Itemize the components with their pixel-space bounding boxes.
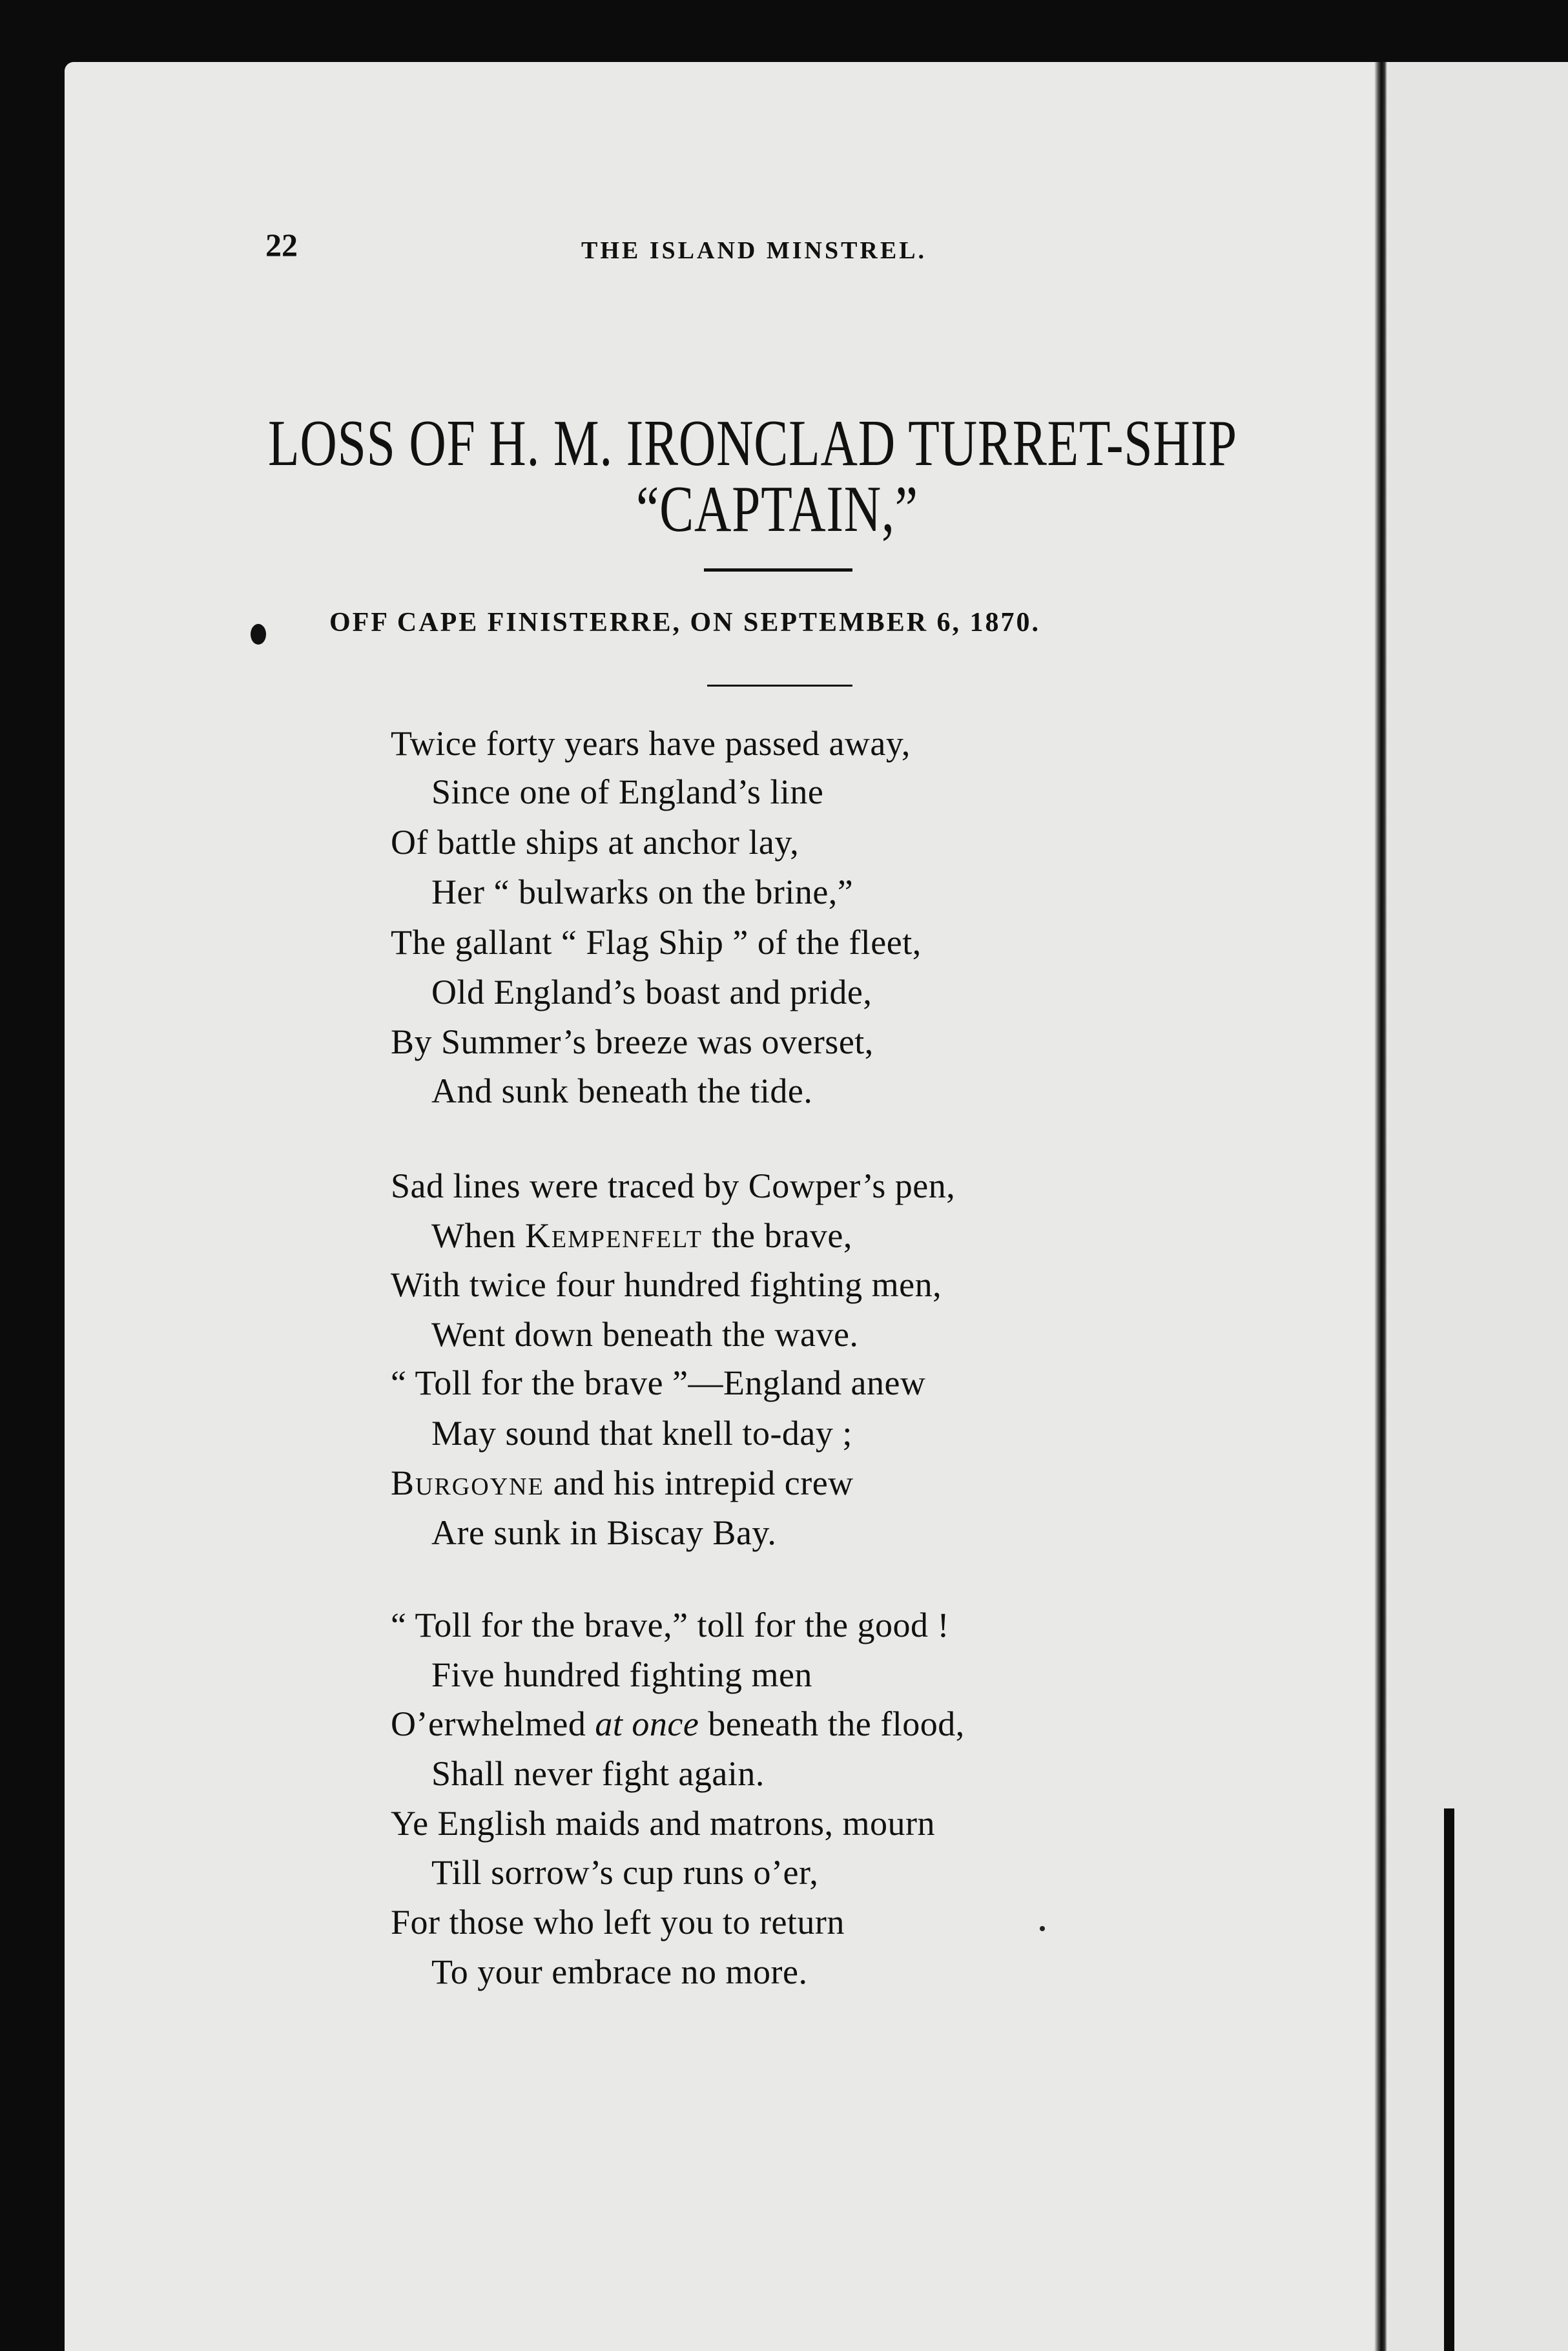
scan-border-right xyxy=(1444,1808,1454,2351)
stanza-2-line-4: Went down beneath the wave. xyxy=(431,1315,859,1354)
ink-blot xyxy=(251,624,266,645)
ink-speck xyxy=(1040,1926,1045,1931)
stanza-3-line-2: Five hundred fighting men xyxy=(431,1655,812,1694)
stanza-2-line-6: May sound that knell to-day ; xyxy=(431,1414,852,1453)
line-remainder: beneath the flood, xyxy=(708,1704,965,1743)
stanza-1-line-4: Her “ bulwarks on the brine,” xyxy=(431,873,854,911)
stanza-1-line-5: The gallant “ Flag Ship ” of the fleet, xyxy=(391,923,922,962)
poem-title-line-2: “CAPTAIN,” xyxy=(636,473,918,546)
running-head: THE ISLAND MINSTREL. xyxy=(581,237,927,264)
stanza-2-line-5: “ Toll for the brave ”—England anew xyxy=(391,1363,926,1402)
stanza-2-line-7 xyxy=(391,1463,854,1503)
line-remainder: and his intrepid crew xyxy=(553,1464,854,1502)
stanza-3-line-3 xyxy=(391,1704,965,1744)
word-when: When xyxy=(431,1216,516,1255)
line-remainder: the brave, xyxy=(712,1216,852,1255)
stanza-1-line-1: Twice forty years have passed away, xyxy=(391,724,911,763)
book-gutter xyxy=(1374,62,1387,2351)
facing-page-edge xyxy=(1388,62,1568,2351)
stanza-1-line-7: By Summer’s breeze was overset, xyxy=(391,1022,874,1061)
stanza-2-line-1: Sad lines were traced by Cowper’s pen, xyxy=(391,1166,956,1205)
emphasis-at-once: at once xyxy=(595,1704,699,1743)
stanza-3-line-1: “ Toll for the brave,” toll for the good ! xyxy=(391,1606,949,1644)
poem-subtitle: OFF CAPE FINISTERRE, ON SEPTEMBER 6, 1870. xyxy=(329,608,1041,637)
name-kempenfelt: Kempenfelt xyxy=(524,1216,703,1255)
scan-border-top xyxy=(0,0,1568,62)
stanza-1-line-8: And sunk beneath the tide. xyxy=(431,1072,813,1110)
subtitle-rule xyxy=(707,685,852,687)
title-rule xyxy=(704,568,852,572)
stanza-3-line-7: For those who left you to return xyxy=(391,1903,845,1942)
stanza-1-line-6: Old England’s boast and pride, xyxy=(431,973,872,1011)
stanza-3-line-5: Ye English maids and matrons, mourn xyxy=(391,1804,935,1843)
stanza-1-line-2: Since one of England’s line xyxy=(431,772,824,811)
stanza-2-line-8: Are sunk in Biscay Bay. xyxy=(431,1513,777,1552)
stanza-2-line-3: With twice four hundred fighting men, xyxy=(391,1265,942,1304)
stanza-3-line-4: Shall never fight again. xyxy=(431,1754,765,1793)
poem-title-line-1: LOSS OF H. M. IRONCLAD TURRET-SHIP xyxy=(268,407,1237,480)
stanza-2-line-2 xyxy=(431,1216,852,1256)
stanza-1-line-3: Of battle ships at anchor lay, xyxy=(391,823,799,862)
name-burgoyne: Burgoyne xyxy=(391,1464,544,1502)
stanza-3-line-6: Till sorrow’s cup runs o’er, xyxy=(431,1853,819,1892)
line-start: O’erwhelmed xyxy=(391,1704,586,1743)
page-number: 22 xyxy=(265,227,298,263)
stanza-3-line-8: To your embrace no more. xyxy=(431,1952,808,1991)
